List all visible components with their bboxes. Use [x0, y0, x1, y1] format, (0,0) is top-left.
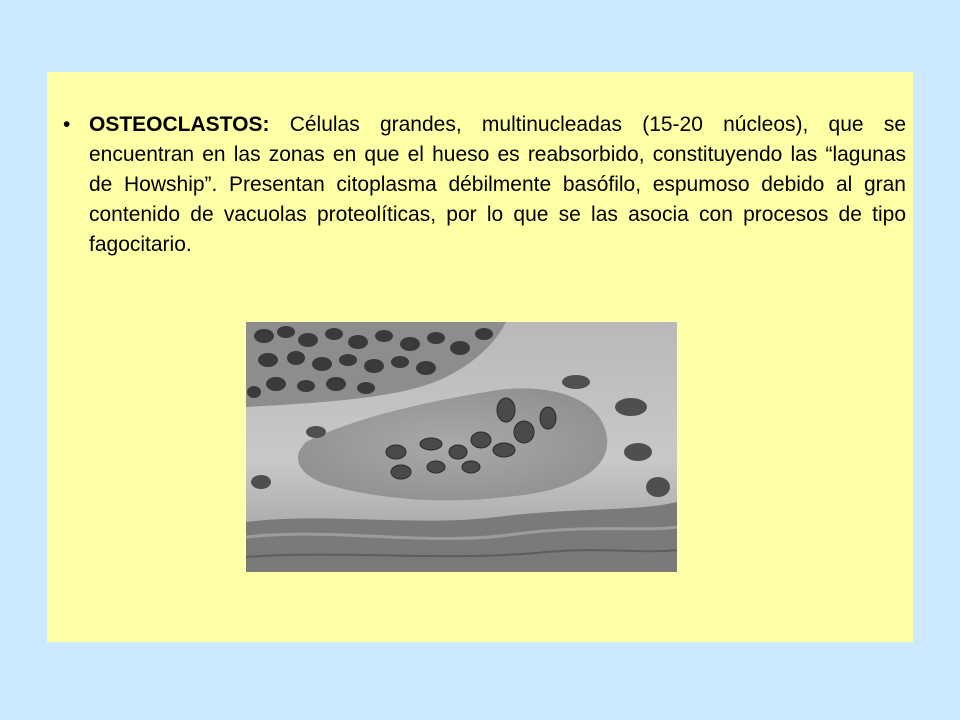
bullet-paragraph — [89, 110, 906, 260]
bullet-term: OSTEOCLASTOS: — [89, 113, 270, 136]
bullet-description: Células grandes, multinucleadas (15-20 núcleos), que se encuentran en las zonas en que el hueso es reabsorbido, constituyendo las “lagunas de Howship”. Presentan citoplasma débilmente basófilo, espumoso debido al gran contenido de vacuolas proteolíticas, por lo que se las asocia con procesos de tipo fagocitario. — [89, 113, 906, 256]
bullet-item — [63, 110, 906, 260]
content-box — [47, 72, 913, 642]
bullet-dot: • — [63, 113, 71, 136]
micrograph-image — [246, 322, 677, 572]
